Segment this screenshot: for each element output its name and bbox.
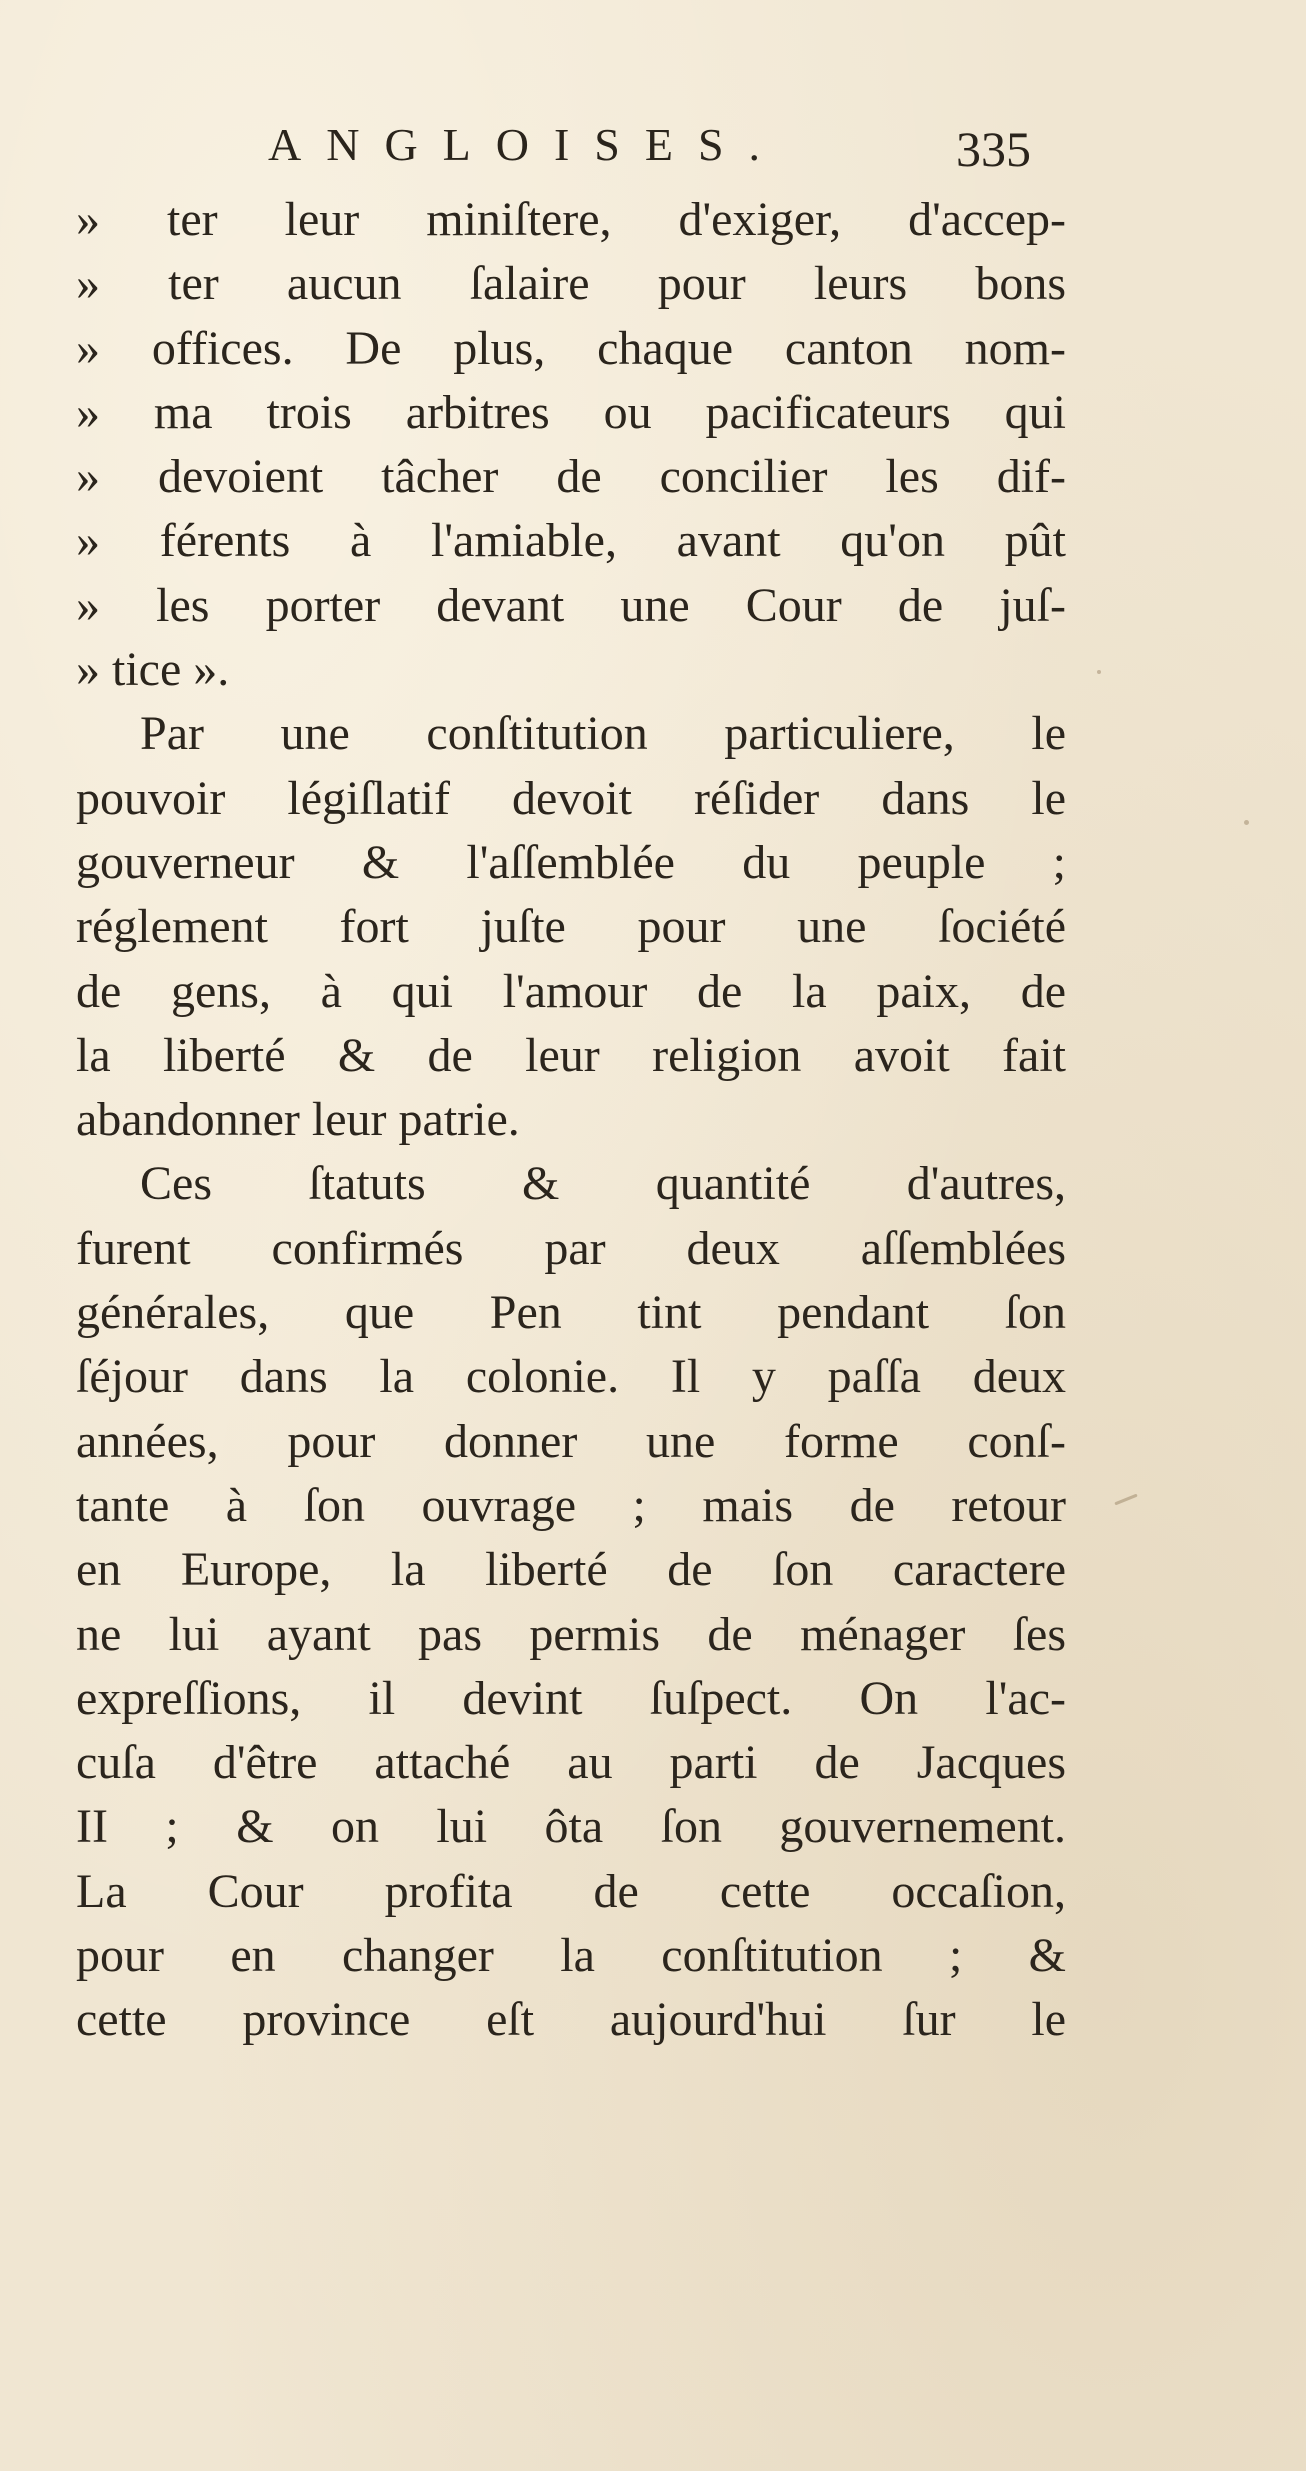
text-line: ne lui ayant pas permis de ménager ſes bbox=[76, 1607, 1066, 1661]
text-line: pour en changer la conſtitution ; & bbox=[76, 1929, 1066, 1983]
text-line: furent confirmés par deux aſſemblées bbox=[76, 1221, 1066, 1275]
paper-blemish bbox=[1097, 670, 1101, 674]
body-text bbox=[76, 188, 1066, 2053]
paper-blemish bbox=[1114, 1494, 1137, 1506]
text-line: » ter leur miniſtere, d'exiger, d'accep- bbox=[76, 193, 1066, 246]
text-line: » devoient tâcher de concilier les dif- bbox=[76, 450, 1066, 504]
paper-blemish bbox=[1244, 820, 1249, 825]
running-title: ANGLOISES. bbox=[268, 119, 786, 170]
page-header bbox=[268, 118, 1068, 188]
text-line: années, pour donner une forme conſ- bbox=[76, 1414, 1066, 1468]
text-line: en Europe, la liberté de ſon caractere bbox=[76, 1543, 1066, 1597]
text-line: II ; & on lui ôta ſon gouvernement. bbox=[76, 1800, 1066, 1854]
paragraph-first-line: Ces ſtatuts & quantité d'autres, bbox=[140, 1157, 1066, 1211]
text-line: » tice ». bbox=[76, 643, 230, 697]
text-line: cette province eſt aujourd'hui ſur le bbox=[76, 1993, 1066, 2047]
text-line: » ma trois arbitres ou pacificateurs qui bbox=[76, 385, 1066, 439]
text-line: abandonner leur patrie. bbox=[76, 1093, 520, 1147]
text-line: tante à ſon ouvrage ; mais de retour bbox=[76, 1478, 1066, 1532]
text-line: » les porter devant une Cour de juſ- bbox=[76, 578, 1066, 632]
text-line: La Cour profita de cette occaſion, bbox=[76, 1864, 1066, 1918]
text-line: ſéjour dans la colonie. Il y paſſa deux bbox=[76, 1350, 1066, 1404]
text-line: cuſa d'être attaché au parti de Jacques bbox=[76, 1736, 1066, 1790]
text-line: gouverneur & l'aſſemblée du peuple ; bbox=[76, 835, 1066, 889]
text-line: générales, que Pen tint pendant ſon bbox=[76, 1286, 1066, 1340]
text-line: » férents à l'amiable, avant qu'on pût bbox=[76, 514, 1066, 568]
text-line: de gens, à qui l'amour de la paix, de bbox=[76, 964, 1066, 1018]
paragraph-first-line: Par une conſtitution particuliere, le bbox=[140, 707, 1066, 761]
text-line: la liberté & de leur religion avoit fait bbox=[76, 1028, 1066, 1082]
text-line: » offices. De plus, chaque canton nom- bbox=[76, 321, 1066, 375]
text-line: réglement fort juſte pour une ſociété bbox=[76, 900, 1066, 954]
text-line: expreſſions, il devint ſuſpect. On l'ac- bbox=[76, 1671, 1066, 1725]
page-number: 335 bbox=[956, 121, 1031, 177]
text-line: » ter aucun ſalaire pour leurs bons bbox=[76, 257, 1066, 311]
text-line: pouvoir légiſlatif devoit réſider dans le bbox=[76, 771, 1066, 825]
